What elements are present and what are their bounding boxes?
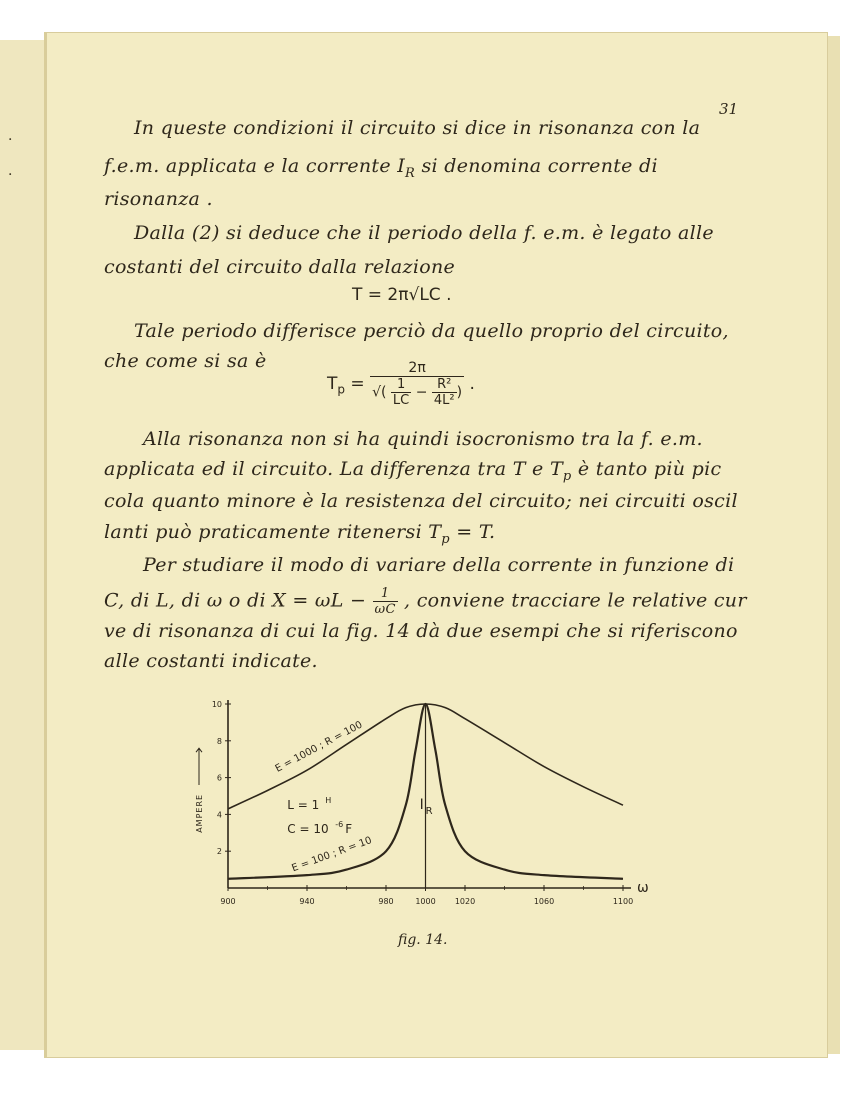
series-label-2: E = 100 ; R = 10 (290, 835, 374, 875)
page-number: 31 (719, 100, 739, 118)
text-line-7: che come si sa è (104, 350, 267, 372)
annotation-inductance-unit: H (325, 795, 332, 805)
text-line-2: f.e.m. applicata e la corrente $I_R$ si denomina corrente di (104, 155, 658, 181)
text-line-1: In queste condizioni il circuito si dice in risonanza con la (134, 117, 701, 139)
annotation-capacitance-unit: F (345, 821, 353, 836)
x-tick-label: 900 (220, 897, 236, 906)
annotation-capacitance-exp: -6 (335, 819, 344, 829)
x-tick-label: 1020 (454, 897, 476, 906)
text-line-5: costanti del circuito dalla relazione (104, 256, 456, 278)
text-line-3: risonanza . (104, 188, 213, 210)
series-label-1: E = 1000 ; R = 100 (273, 719, 365, 775)
annotation-resonance-current: I (419, 796, 424, 813)
formula-natural-period: $T_p$ = 2π √( $\frac{1}{LC}$ − $\frac{\text{R²}}{\text{4L²}}$ ) . (327, 360, 475, 408)
text-line-13: C, di L, di ω o di X = ωL − $\frac{1}{\omega C}$ , conviene tracciare le relative cur (104, 586, 747, 617)
figure-caption: fig. 14. (398, 932, 448, 948)
x-tick-label: 980 (378, 897, 394, 906)
margin-mark: · (8, 167, 13, 183)
y-tick-label: 2 (216, 847, 222, 857)
text-line-10: cola quanto minore è la resistenza del circuito; nei circuiti oscil (104, 490, 738, 512)
text-line-11: lanti può praticamente ritenersi $T_p = T$. (104, 521, 496, 547)
y-tick-label: 6 (216, 773, 222, 783)
y-tick-label: 10 (211, 700, 222, 709)
margin-mark: · (8, 132, 13, 148)
y-tick-label: 8 (216, 736, 222, 746)
text-line-14: ve di risonanza di cui la fig. 14 dà due esempi che si riferiscono (104, 620, 738, 642)
x-axis-label: ω (637, 880, 649, 896)
y-axis-label: AMPERE (195, 793, 204, 833)
x-tick-label: 1100 (612, 897, 634, 906)
text-line-12: Per studiare il modo di variare della corrente in funzione di (143, 554, 735, 576)
x-tick-label: 1000 (415, 897, 436, 906)
x-tick-label: 1060 (533, 897, 555, 906)
text-line-8: Alla risonanza non si ha quindi isocronismo tra la f. e.m. (143, 428, 703, 450)
resonance-chart (190, 690, 650, 920)
text-line-4: Dalla (2) si deduce che il periodo della f. e.m. è legato alle (134, 222, 714, 244)
annotation-resonance-current-sub: R (425, 805, 433, 817)
text-line-6: Tale periodo differisce perciò da quello proprio del circuito, (134, 320, 729, 342)
resonance-chart-svg (190, 690, 650, 920)
x-tick-label: 940 (299, 897, 315, 906)
annotation-inductance: L = 1 (287, 797, 320, 812)
y-tick-label: 4 (216, 810, 222, 820)
text-line-9: applicata ed il circuito. La differenza tra T e $T_p$ è tanto più pic (104, 458, 722, 484)
page-edge-right (828, 36, 840, 1054)
annotation-capacitance: C = 10 (287, 821, 329, 836)
previous-page-edge (0, 40, 45, 1050)
text-line-15: alle costanti indicate. (104, 650, 318, 672)
formula-period: T = 2π√LC . (352, 285, 452, 305)
